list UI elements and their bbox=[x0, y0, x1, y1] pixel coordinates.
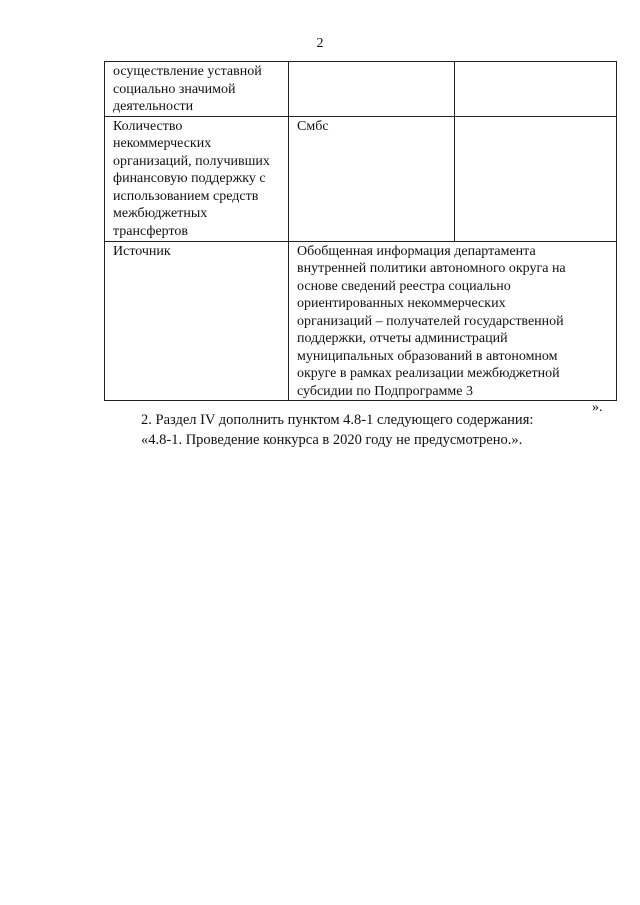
closing-quote: ». bbox=[592, 400, 603, 415]
row-value: Обобщенная информация департамента внутренней политики автономного округа на основе сведений реестра социально ориентированных некоммерческих организаций – получателей государственной поддержки, отчеты администраций муниципальных образований в автономном округе в рамках реализации межбюджетной субсидии по Подпрограмме 3 bbox=[289, 241, 617, 401]
indicator-table bbox=[104, 61, 617, 401]
page-number: 2 bbox=[316, 36, 324, 51]
row-label: Количество некоммерческих организаций, получивших финансовую поддержку с использованием средств межбюджетных трансфертов bbox=[105, 116, 289, 241]
row-label: осуществление уставной социально значимой деятельности bbox=[105, 62, 289, 117]
amendment-paragraph: 2. Раздел IV дополнить пунктом 4.8-1 следующего содержания: bbox=[141, 412, 534, 428]
row-value bbox=[289, 62, 455, 117]
row-label: Источник bbox=[105, 241, 289, 401]
row-value: Смбс bbox=[289, 116, 455, 241]
amendment-paragraph: «4.8-1. Проведение конкурса в 2020 году не предусмотрено.». bbox=[141, 432, 523, 448]
table-row bbox=[105, 241, 617, 401]
table-row bbox=[105, 62, 617, 117]
row-extra bbox=[455, 62, 617, 117]
table-row bbox=[105, 116, 617, 241]
row-extra bbox=[455, 116, 617, 241]
